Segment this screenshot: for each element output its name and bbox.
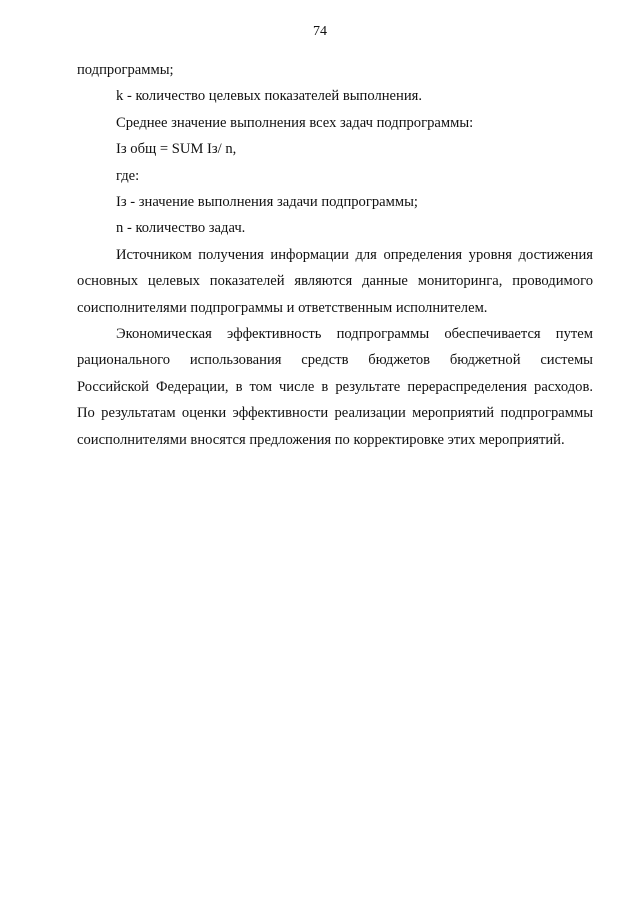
text-line-iz-definition: Iз - значение выполнения задачи подпрограммы; — [116, 194, 418, 211]
text-line-n-definition: n - количество задач. — [116, 220, 246, 237]
page-content — [77, 57, 593, 453]
paragraph-information-source — [77, 242, 593, 321]
paragraph-line: основных целевых показателей являются данные мониторинга, проводимого — [77, 273, 593, 290]
paragraph-line: Источником получения информации для определения уровня достижения — [116, 246, 593, 263]
paragraph-line: соисполнителями вносятся предложения по корректировке этих мероприятий. — [77, 431, 565, 448]
paragraph-line: Российской Федерации, в том числе в результате перераспределения расходов. — [77, 378, 593, 395]
text-line-average-heading: Среднее значение выполнения всех задач подпрограммы: — [116, 114, 474, 131]
paragraph-economic-efficiency — [77, 321, 593, 453]
page-number: 74 — [313, 24, 327, 39]
text-line-k-definition: k - количество целевых показателей выполнения. — [116, 88, 423, 105]
text-line-continuation: подпрограммы; — [77, 62, 174, 78]
paragraph-line: рационального использования средств бюджетов бюджетной системы — [77, 352, 593, 369]
paragraph-line: Экономическая эффективность подпрограммы обеспечивается путем — [116, 326, 593, 343]
paragraph-line: соисполнителями подпрограммы и ответственным исполнителем. — [77, 299, 488, 316]
paragraph-line: По результатам оценки эффективности реализации мероприятий подпрограммы — [77, 405, 593, 422]
text-line-where: где: — [116, 167, 140, 184]
formula-line: Iз общ = SUM Iз/ n, — [116, 141, 237, 158]
